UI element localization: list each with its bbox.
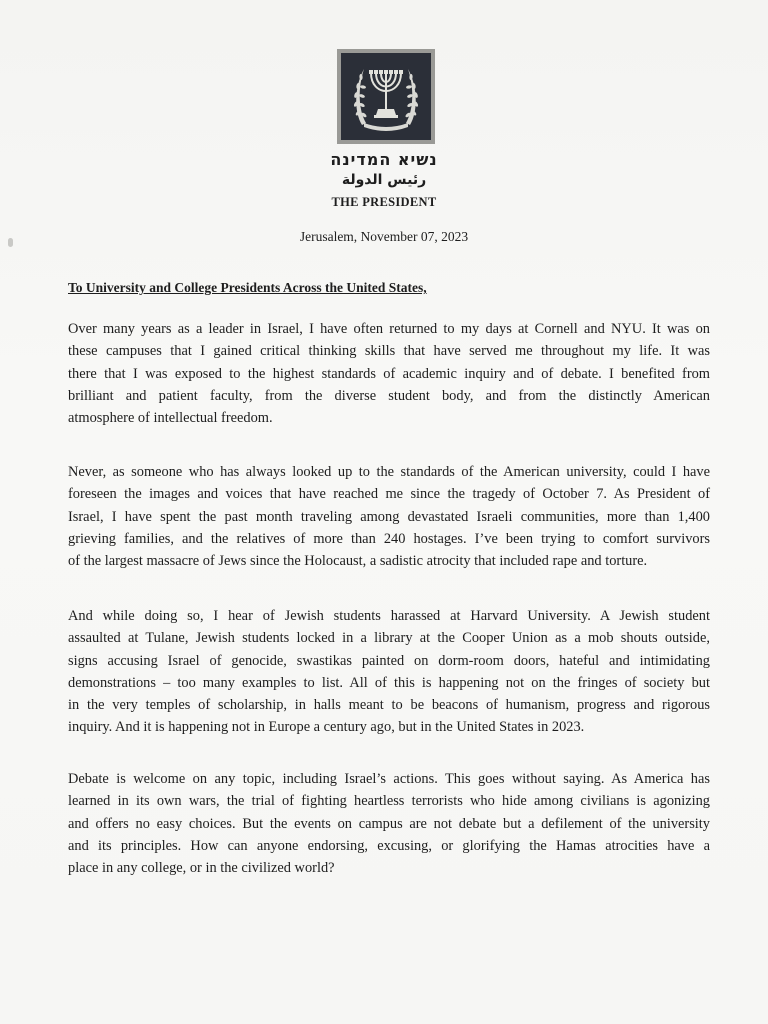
text-line: there that I was exposed to the highest standards of academic inquiry and of debate. I benefited from xyxy=(68,365,710,382)
hebrew-title: נשיא המדינה xyxy=(330,150,438,169)
text-line: in the very temples of scholarship, in halls meant to be beacons of humanism, progress and rigorous xyxy=(68,697,710,714)
text-line: assaulted at Tulane, Jewish students locked in a library at the Cooper Union as a mob shouts outside, xyxy=(68,630,710,647)
text-line: Over many years as a leader in Israel, I have often returned to my days at Cornell and NYU. It was on xyxy=(68,321,710,337)
text-line: Never, as someone who has always looked up to the standards of the American university, could I have xyxy=(68,464,710,480)
text-line: demonstrations – too many examples to list. All of this is happening not on the fringes of society but xyxy=(68,674,710,691)
paragraph-4 xyxy=(68,768,710,879)
text-line: these campuses that I gained critical thinking skills that have served me throughout my life. It was xyxy=(68,343,710,360)
text-line: and its principles. How can anyone endorsing, excusing, or glorifying the Hamas atrocities have a xyxy=(68,837,710,854)
menorah-emblem-icon xyxy=(344,57,428,137)
text-line: atmosphere of intellectual freedom. xyxy=(68,410,273,427)
paragraph-1 xyxy=(68,318,710,429)
english-title: THE PRESIDENT xyxy=(331,195,437,209)
text-line: inquiry. And it is happening not in Europe a century ago, but in the United States in 2023. xyxy=(68,719,585,736)
text-line: signs accusing Israel of genocide, swastikas painted on dorm-room doors, hateful and intimidating xyxy=(68,652,710,669)
text-line: learned in its own wars, the trial of fighting heartless terrorists who hide among civilians is agonizing xyxy=(68,793,710,810)
text-line: foreseen the images and voices that have reached me since the tragedy of October 7. As President of xyxy=(68,486,710,503)
emblem-background xyxy=(341,53,431,140)
emblem-frame xyxy=(337,49,435,144)
text-line: place in any college, or in the civilized world? xyxy=(68,860,335,877)
paragraph-2 xyxy=(68,461,710,572)
arabic-title: رئيس الدولة xyxy=(341,172,427,188)
text-line: grieving families, and the relatives of more than 240 hostages. I’ve been trying to comfort survivors xyxy=(68,530,710,547)
text-line: brilliant and patient faculty, from the diverse student body, and from the distinctly American xyxy=(68,387,710,404)
dateline: Jerusalem, November 07, 2023 xyxy=(299,229,469,244)
salutation: To University and College Presidents Across the United States, xyxy=(68,280,427,295)
text-line: Debate is welcome on any topic, including Israel’s actions. This goes without saying. As America has xyxy=(68,771,710,787)
text-line: Israel, I have spent the past month traveling among devastated Israeli communities, more than 1,400 xyxy=(68,508,710,525)
paragraph-3 xyxy=(68,605,710,739)
text-line: and offers no easy choices. But the events on campus are not debate but a defilement of the university xyxy=(68,815,710,832)
text-line: And while doing so, I hear of Jewish students harassed at Harvard University. A Jewish student xyxy=(68,608,710,624)
text-line: of the largest massacre of Jews since the Holocaust, a sadistic atrocity that included rape and torture. xyxy=(68,553,648,570)
